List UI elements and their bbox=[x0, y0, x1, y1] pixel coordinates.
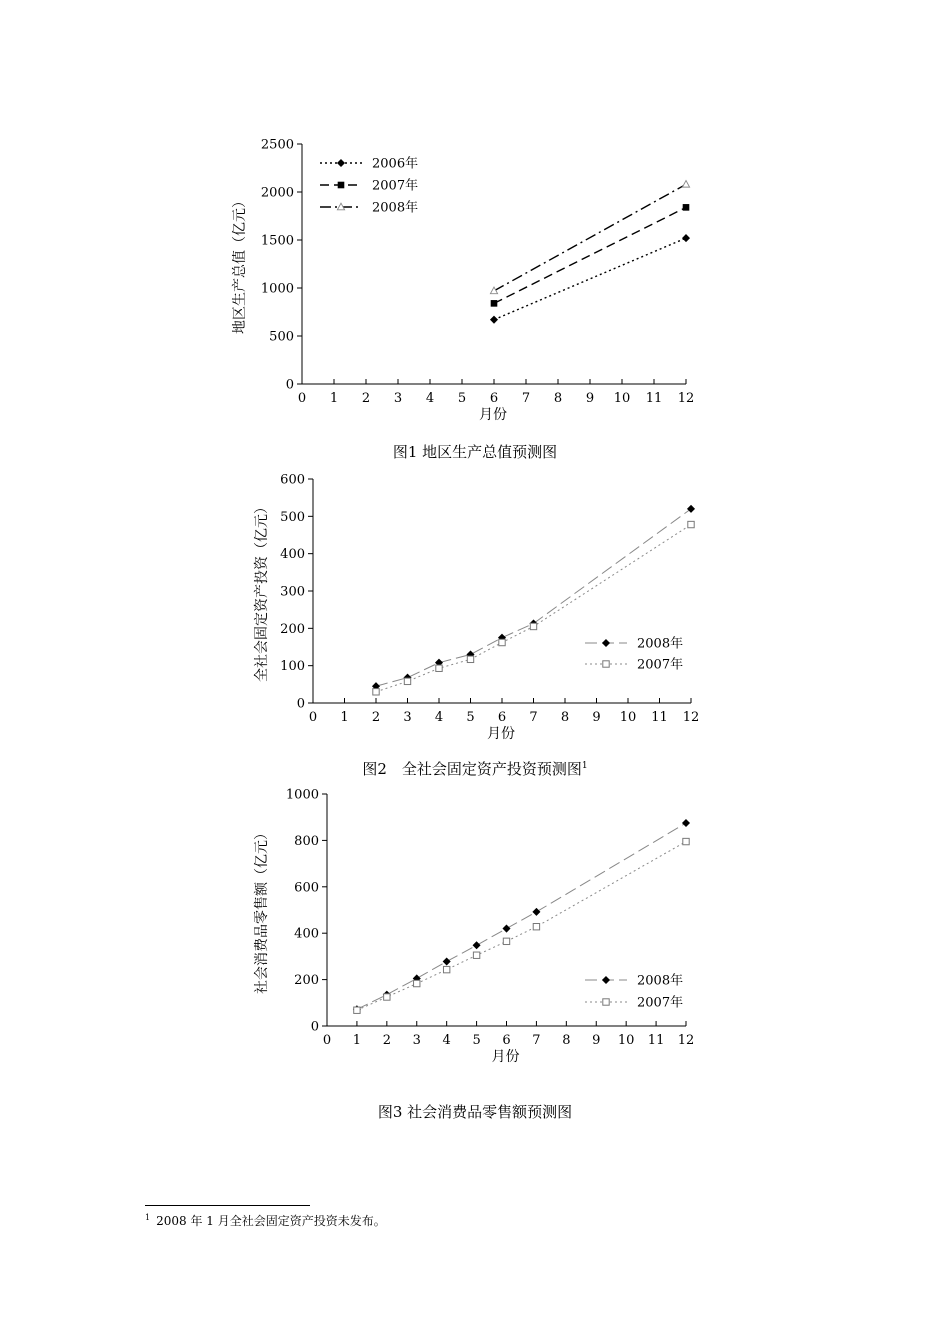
retail-sales-chart bbox=[0, 780, 950, 1080]
legend-label: 2008年 bbox=[637, 636, 684, 652]
x-tick-label: 7 bbox=[532, 1033, 541, 1048]
figure-3-caption-text: 图3 社会消费品零售额预测图 bbox=[377, 1103, 573, 1121]
x-tick-label: 9 bbox=[585, 391, 595, 406]
y-tick-label: 600 bbox=[294, 880, 319, 896]
x-axis-label: 月份 bbox=[491, 1049, 520, 1065]
figure-1-caption-text: 图1 地区生产总值预测图 bbox=[392, 443, 558, 461]
data-point-2007年 bbox=[473, 952, 479, 958]
figure-3-caption bbox=[0, 1101, 950, 1122]
y-tick-label: 0 bbox=[285, 377, 294, 393]
legend-marker bbox=[602, 976, 609, 983]
x-tick-label: 8 bbox=[560, 710, 570, 725]
y-tick-label: 2500 bbox=[260, 137, 294, 153]
footnote-divider bbox=[145, 1205, 310, 1206]
series-line-2008年 bbox=[494, 184, 686, 291]
y-tick-label: 200 bbox=[294, 973, 319, 989]
y-tick-label: 200 bbox=[280, 621, 305, 637]
x-tick-label: 10 bbox=[613, 391, 631, 406]
legend-label: 2007年 bbox=[372, 178, 419, 194]
data-point-2008年 bbox=[503, 925, 510, 932]
x-tick-label: 5 bbox=[466, 710, 475, 725]
x-tick-label: 12 bbox=[682, 710, 700, 725]
x-tick-label: 2 bbox=[361, 391, 371, 406]
footnote-text: 2008 年 1 月全社会固定资产投资未发布。 bbox=[156, 1214, 386, 1228]
x-tick-label: 0 bbox=[322, 1033, 332, 1048]
x-tick-label: 3 bbox=[412, 1033, 421, 1048]
y-tick-label: 400 bbox=[294, 926, 319, 942]
x-tick-label: 3 bbox=[403, 710, 412, 725]
data-point-2007年 bbox=[404, 678, 410, 684]
legend-label: 2007年 bbox=[637, 995, 684, 1011]
legend-marker bbox=[603, 999, 609, 1005]
data-point-2007年 bbox=[499, 639, 505, 645]
x-tick-label: 1 bbox=[340, 710, 349, 725]
data-point-2007年 bbox=[530, 623, 536, 629]
data-point-2008年 bbox=[687, 505, 694, 512]
y-tick-label: 300 bbox=[280, 584, 305, 600]
x-tick-label: 7 bbox=[529, 710, 538, 725]
data-point-2008年 bbox=[473, 942, 480, 949]
series-line-2007年 bbox=[494, 207, 686, 303]
data-point-2007年 bbox=[373, 689, 379, 695]
legend-marker bbox=[338, 182, 345, 189]
x-tick-label: 2 bbox=[382, 1033, 391, 1048]
data-point-2008年 bbox=[533, 908, 540, 915]
y-tick-label: 1500 bbox=[260, 233, 294, 249]
x-tick-label: 1 bbox=[352, 1033, 362, 1048]
legend-label: 2007年 bbox=[637, 657, 684, 673]
series-line-2006年 bbox=[494, 238, 686, 320]
x-tick-label: 4 bbox=[425, 391, 435, 406]
data-point-2007年 bbox=[443, 966, 449, 972]
data-point-2007年 bbox=[491, 300, 498, 307]
y-axis-label: 全社会固定资产投资（亿元） bbox=[254, 500, 270, 682]
figure-2-footnote-mark: 1 bbox=[581, 761, 588, 771]
x-tick-label: 6 bbox=[489, 391, 499, 406]
x-tick-label: 9 bbox=[592, 1033, 601, 1048]
x-tick-label: 8 bbox=[562, 1033, 571, 1048]
x-tick-label: 0 bbox=[297, 391, 307, 406]
y-tick-label: 500 bbox=[280, 509, 305, 525]
x-tick-label: 6 bbox=[502, 1033, 511, 1048]
footnote bbox=[145, 1212, 386, 1229]
x-tick-label: 2 bbox=[371, 710, 381, 725]
x-tick-label: 12 bbox=[677, 391, 695, 406]
x-tick-label: 9 bbox=[592, 710, 601, 725]
x-tick-label: 3 bbox=[393, 391, 403, 406]
legend-marker bbox=[602, 639, 609, 646]
x-tick-label: 7 bbox=[521, 391, 531, 406]
data-point-2007年 bbox=[533, 924, 539, 930]
x-tick-label: 4 bbox=[442, 1033, 451, 1048]
x-tick-label: 11 bbox=[651, 710, 668, 725]
y-tick-label: 800 bbox=[294, 833, 319, 849]
data-point-2007年 bbox=[683, 838, 689, 844]
data-point-2007年 bbox=[384, 994, 390, 1000]
legend-label: 2006年 bbox=[372, 156, 419, 172]
legend-label: 2008年 bbox=[372, 200, 419, 216]
legend-marker bbox=[603, 661, 609, 667]
data-point-2007年 bbox=[467, 656, 473, 662]
x-axis-label: 月份 bbox=[487, 726, 515, 742]
legend-marker bbox=[337, 159, 344, 166]
x-tick-label: 10 bbox=[617, 1033, 635, 1048]
figure-2-caption bbox=[0, 758, 950, 779]
data-point-2007年 bbox=[688, 521, 694, 527]
y-tick-label: 400 bbox=[280, 547, 305, 563]
x-tick-label: 1 bbox=[329, 391, 339, 406]
y-axis-label: 地区生产总值（亿元） bbox=[232, 194, 248, 334]
x-tick-label: 11 bbox=[645, 391, 663, 406]
y-tick-label: 0 bbox=[296, 696, 305, 712]
data-point-2007年 bbox=[503, 938, 509, 944]
y-tick-label: 2000 bbox=[260, 185, 294, 201]
gdp-forecast-chart bbox=[0, 130, 950, 435]
x-tick-label: 11 bbox=[647, 1033, 665, 1048]
data-point-2008年 bbox=[682, 181, 689, 188]
figure-1-caption bbox=[0, 441, 950, 462]
x-tick-label: 6 bbox=[497, 710, 507, 725]
x-axis-label: 月份 bbox=[479, 407, 507, 423]
data-point-2006年 bbox=[682, 234, 689, 241]
y-axis-label: 社会消费品零售额（亿元） bbox=[254, 826, 270, 994]
y-tick-label: 1000 bbox=[285, 787, 319, 803]
data-point-2008年 bbox=[682, 819, 689, 826]
x-tick-label: 5 bbox=[457, 391, 467, 406]
y-tick-label: 1000 bbox=[260, 281, 294, 297]
x-tick-label: 12 bbox=[677, 1033, 695, 1048]
data-point-2006年 bbox=[490, 316, 497, 323]
data-point-2008年 bbox=[443, 958, 450, 965]
data-point-2007年 bbox=[354, 1007, 360, 1013]
y-tick-label: 500 bbox=[269, 329, 294, 345]
x-tick-label: 4 bbox=[434, 710, 444, 725]
x-tick-label: 8 bbox=[553, 391, 563, 406]
fixed-asset-investment-chart bbox=[0, 465, 950, 755]
x-tick-label: 10 bbox=[619, 710, 637, 725]
data-point-2008年 bbox=[490, 287, 497, 294]
x-tick-label: 5 bbox=[472, 1033, 481, 1048]
figure-2-caption-text: 图2 全社会固定资产投资预测图 bbox=[362, 760, 582, 778]
x-tick-label: 0 bbox=[308, 710, 318, 725]
legend-label: 2008年 bbox=[637, 973, 684, 989]
y-tick-label: 0 bbox=[310, 1019, 319, 1035]
y-tick-label: 600 bbox=[280, 472, 305, 488]
footnote-mark: 1 bbox=[145, 1213, 151, 1222]
data-point-2007年 bbox=[414, 980, 420, 986]
data-point-2007年 bbox=[436, 665, 442, 671]
y-tick-label: 100 bbox=[280, 659, 305, 675]
data-point-2007年 bbox=[683, 204, 690, 211]
